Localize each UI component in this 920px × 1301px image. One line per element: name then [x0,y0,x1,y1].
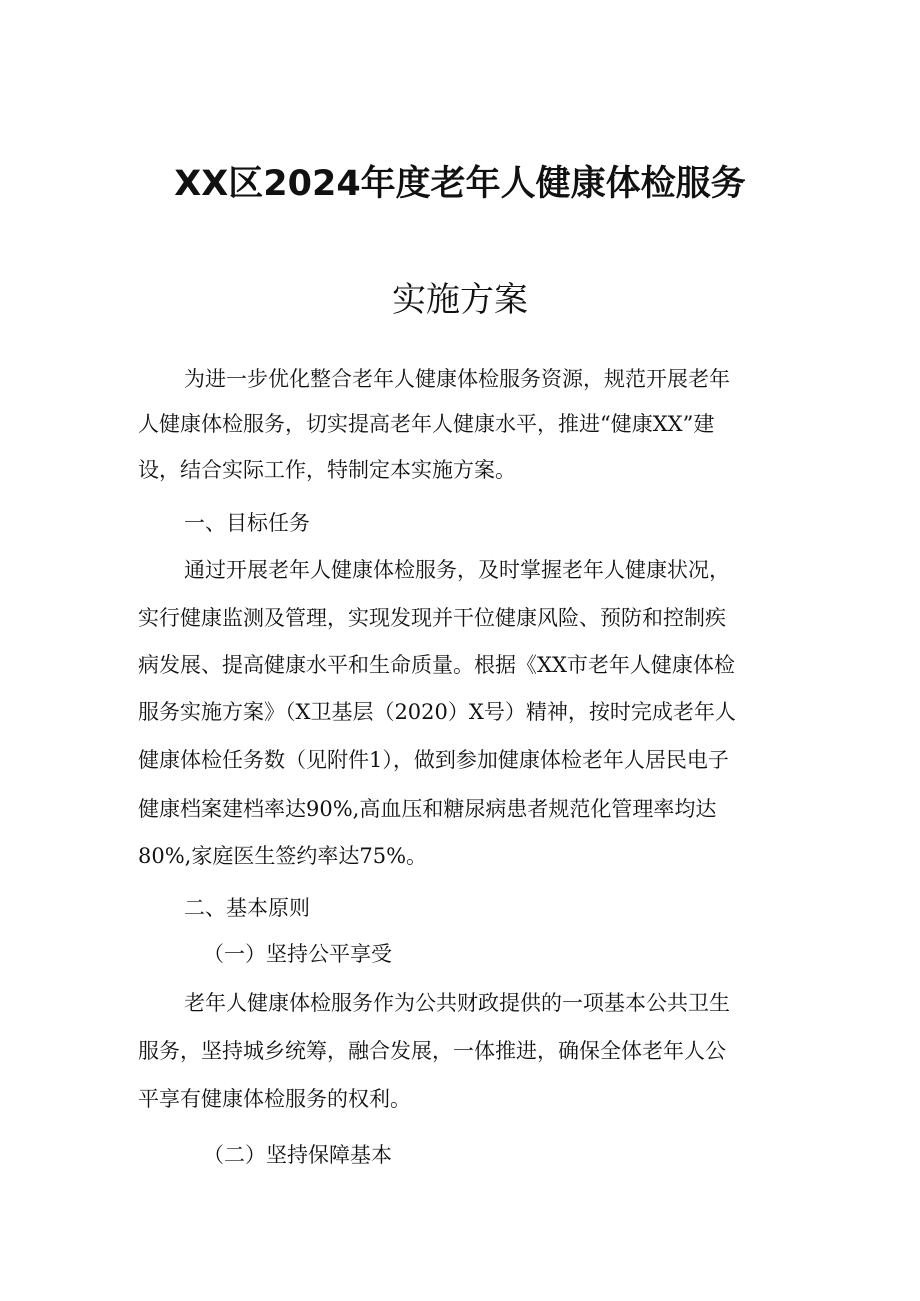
paragraph-goals-line2: 实行健康监测及管理，实现发现并干位健康风险、预防和控制疾 [138,606,726,630]
paragraph-goals-line1: 通过开展老年人健康体检服务，及时掌握老年人健康状况， [184,558,730,582]
document-title-line2: 实施方案 [392,280,528,320]
paragraph-goals-line4: 服务实施方案》（X卫基层（2020）X号）精神，按时完成老年人 [138,700,736,724]
section-heading-principles: 二、基本原则 [184,896,310,920]
paragraph-goals-line6: 健康档案建档率达90%,高血压和糖尿病患者规范化管理率均达 [138,797,717,821]
paragraph-intro-line1: 为进一步优化整合老年人健康体检服务资源，规范开展老年 [184,367,730,391]
subsection-heading-basic-guarantee: （二）坚持保障基本 [203,1143,392,1167]
paragraph-fairness-line1: 老年人健康体检服务作为公共财政提供的一项基本公共卫生 [184,991,730,1015]
paragraph-goals-line3: 病发展、提高健康水平和生命质量。根据《XX市老年人健康体检 [138,653,735,677]
paragraph-fairness-line2: 服务，坚持城乡统筹，融合发展，一体推进，确保全体老年人公 [138,1039,726,1063]
section-heading-goals: 一、目标任务 [184,511,310,535]
paragraph-intro-line2: 人健康体检服务，切实提高老年人健康水平，推进“健康XX”建 [138,412,715,436]
document-title-line1: XX区2024年度老年人健康体检服务 [174,164,746,204]
subsection-heading-fairness: （一）坚持公平享受 [203,942,392,966]
paragraph-goals-line5: 健康体检任务数（见附件1），做到参加健康体检老年人居民电子 [138,748,729,772]
paragraph-fairness-line3: 平享有健康体检服务的权利。 [138,1087,411,1111]
paragraph-goals-line7: 80%,家庭医生签约率达75%。 [138,844,428,868]
paragraph-intro-line3: 设，结合实际工作，特制定本实施方案。 [138,458,516,482]
